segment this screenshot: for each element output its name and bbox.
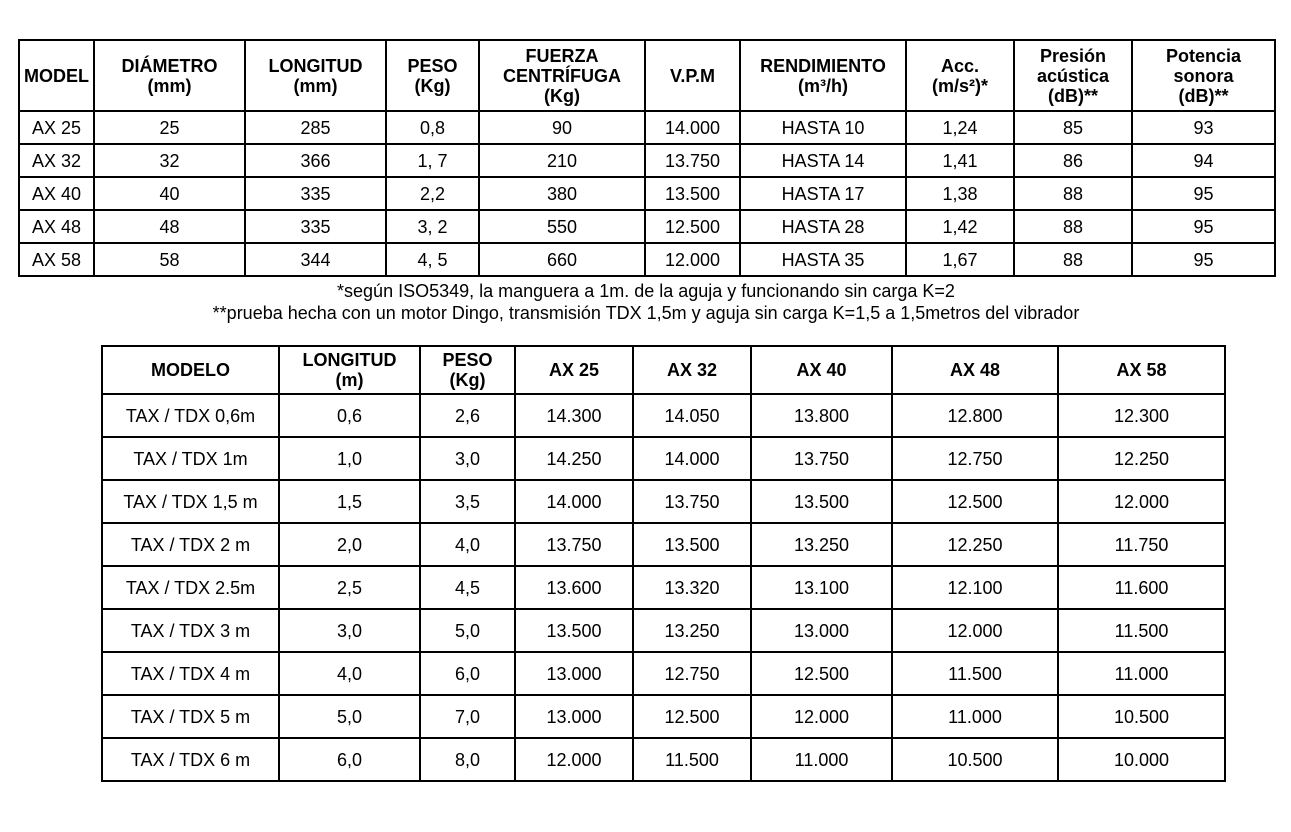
specs-header-3 (386, 40, 479, 111)
transmission-row-cell: 4,0 (279, 652, 420, 695)
transmission-row-cell: 13.500 (515, 609, 633, 652)
specs-row (19, 243, 1275, 276)
transmission-row-cell: 4,5 (420, 566, 515, 609)
transmission-row (102, 437, 1225, 480)
transmission-row (102, 566, 1225, 609)
transmission-header-2 (420, 346, 515, 394)
specs-row-cell: 550 (479, 210, 645, 243)
specs-row-cell: 13.750 (645, 144, 740, 177)
transmission-row-cell: 12.500 (633, 695, 751, 738)
transmission-header-line: (m) (335, 370, 364, 390)
specs-row-cell: AX 40 (19, 177, 94, 210)
transmission-row-cell: TAX / TDX 1,5 m (102, 480, 279, 523)
specs-row-cell: AX 32 (19, 144, 94, 177)
specs-header-line: Potencia (1165, 45, 1242, 66)
specs-row-cell: 88 (1014, 243, 1132, 276)
specs-row-cell: 90 (479, 111, 645, 144)
specs-header-line: (mm) (147, 75, 192, 96)
transmission-header-line: AX 32 (666, 360, 718, 380)
specs-row-cell: 1,42 (906, 210, 1014, 243)
specs-row-cell: 13.500 (645, 177, 740, 210)
specs-row-cell: HASTA 35 (740, 243, 906, 276)
specs-header-line: (m/s²)* (931, 75, 988, 96)
transmission-header-line: LONGITUD (302, 350, 397, 370)
transmission-row-cell: 13.750 (515, 523, 633, 566)
transmission-row-cell: TAX / TDX 4 m (102, 652, 279, 695)
specs-row-cell: 14.000 (645, 111, 740, 144)
transmission-row (102, 652, 1225, 695)
specs-row-cell: 210 (479, 144, 645, 177)
transmission-row-cell: TAX / TDX 2 m (102, 523, 279, 566)
transmission-header-line: AX 40 (796, 360, 847, 380)
specs-header-line: sonora (1173, 65, 1234, 86)
footnote-acceleration: *según ISO5349, la manguera a 1m. de la aguja y funcionando sin carga K=2 (337, 281, 955, 301)
transmission-header-0 (102, 346, 279, 394)
transmission-row-cell: 11.500 (1058, 609, 1225, 652)
specs-row-cell: HASTA 17 (740, 177, 906, 210)
specs-row-cell: AX 58 (19, 243, 94, 276)
transmission-row-cell: 13.000 (751, 609, 892, 652)
specs-row-cell: 95 (1132, 243, 1275, 276)
specs-row-cell: 85 (1014, 111, 1132, 144)
transmission-row-cell: 12.500 (892, 480, 1058, 523)
transmission-row-cell: 3,5 (420, 480, 515, 523)
specs-row-cell: 32 (94, 144, 245, 177)
specs-header-line: Presión (1039, 45, 1107, 66)
specs-row-cell: 1,24 (906, 111, 1014, 144)
specs-header-1 (94, 40, 245, 111)
specs-header-line: RENDIMIENTO (760, 55, 886, 76)
transmission-row-cell: 14.000 (515, 480, 633, 523)
specs-header-line: (Kg) (414, 75, 451, 96)
transmission-row-cell: 12.250 (892, 523, 1058, 566)
transmission-row-cell: 10.500 (1058, 695, 1225, 738)
specs-row-cell: AX 25 (19, 111, 94, 144)
specs-row (19, 144, 1275, 177)
transmission-row-cell: 4,0 (420, 523, 515, 566)
specs-header-line: (dB)** (1178, 85, 1229, 106)
transmission-row-cell: 11.750 (1058, 523, 1225, 566)
specs-row-cell: 4, 5 (386, 243, 479, 276)
specs-header-line: acústica (1036, 65, 1110, 86)
transmission-header-line: AX 25 (548, 360, 600, 380)
specs-header-row (19, 40, 1275, 111)
transmission-row-cell: 1,0 (279, 437, 420, 480)
transmission-row-cell: 5,0 (420, 609, 515, 652)
transmission-row-cell: 3,0 (420, 437, 515, 480)
transmission-row-cell: 13.100 (751, 566, 892, 609)
transmission-row-cell: 12.750 (633, 652, 751, 695)
transmission-row-cell: 12.000 (892, 609, 1058, 652)
transmission-row-cell: 1,5 (279, 480, 420, 523)
transmission-row-cell: 13.000 (515, 695, 633, 738)
specs-header-line: (Kg) (544, 85, 580, 106)
specs-header-7 (906, 40, 1014, 111)
transmission-row-cell: 12.800 (892, 394, 1058, 437)
transmission-row-cell: 7,0 (420, 695, 515, 738)
transmission-row-cell: 6,0 (279, 738, 420, 781)
specs-row-cell: AX 48 (19, 210, 94, 243)
specs-body (19, 111, 1275, 276)
transmission-row (102, 523, 1225, 566)
transmission-row-cell: TAX / TDX 3 m (102, 609, 279, 652)
transmission-row-cell: 6,0 (420, 652, 515, 695)
specs-row-cell: 95 (1132, 177, 1275, 210)
specs-row-cell: 0,8 (386, 111, 479, 144)
transmission-row-cell: 12.300 (1058, 394, 1225, 437)
transmission-header-5 (751, 346, 892, 394)
specs-row-cell: 335 (245, 210, 386, 243)
specs-row-cell: 86 (1014, 144, 1132, 177)
transmission-row-cell: 13.750 (751, 437, 892, 480)
specs-header-4 (479, 40, 645, 111)
transmission-row-cell: 11.000 (1058, 652, 1225, 695)
transmission-row-cell: 13.250 (633, 609, 751, 652)
transmission-header-line: AX 48 (949, 360, 1001, 380)
specs-header-line: FUERZA (525, 45, 599, 66)
specs-row-cell: 366 (245, 144, 386, 177)
specs-header-line: Acc. (940, 55, 980, 76)
transmission-header-7 (1058, 346, 1225, 394)
specs-row-cell: 1,38 (906, 177, 1014, 210)
transmission-row (102, 480, 1225, 523)
specs-row (19, 210, 1275, 243)
specs-row-cell: 285 (245, 111, 386, 144)
specs-row-cell: HASTA 10 (740, 111, 906, 144)
specs-row-cell: 94 (1132, 144, 1275, 177)
specs-row-cell: 12.000 (645, 243, 740, 276)
specs-header-line: V.P.M (669, 65, 716, 86)
specs-header-5 (645, 40, 740, 111)
transmission-header-1 (279, 346, 420, 394)
transmission-header-4 (633, 346, 751, 394)
specs-row-cell: 58 (94, 243, 245, 276)
transmission-row-cell: 11.000 (751, 738, 892, 781)
transmission-row-cell: 12.100 (892, 566, 1058, 609)
specs-row-cell: 1,41 (906, 144, 1014, 177)
footnotes (18, 280, 1274, 324)
specs-row-cell: 93 (1132, 111, 1275, 144)
specs-row-cell: 95 (1132, 210, 1275, 243)
specs-row-cell: 380 (479, 177, 645, 210)
transmission-row-cell: 13.600 (515, 566, 633, 609)
transmission-row-cell: 5,0 (279, 695, 420, 738)
transmission-row-cell: 13.320 (633, 566, 751, 609)
specs-header-line: PESO (407, 55, 458, 76)
specs-row-cell: 40 (94, 177, 245, 210)
transmission-row-cell: TAX / TDX 1m (102, 437, 279, 480)
specs-row-cell: 25 (94, 111, 245, 144)
specs-header-9 (1132, 40, 1275, 111)
specs-header-line: (mm) (293, 75, 338, 96)
transmission-row-cell: 2,6 (420, 394, 515, 437)
transmission-row-cell: 13.800 (751, 394, 892, 437)
specs-row-cell: 344 (245, 243, 386, 276)
transmission-row-cell: 13.500 (751, 480, 892, 523)
transmission-header-3 (515, 346, 633, 394)
transmission-header-line: AX 58 (1116, 360, 1167, 380)
transmission-row-cell: TAX / TDX 5 m (102, 695, 279, 738)
transmission-row-cell: TAX / TDX 6 m (102, 738, 279, 781)
specs-header-line: LONGITUD (268, 55, 363, 76)
specs-row-cell: 660 (479, 243, 645, 276)
transmission-row-cell: 13.000 (515, 652, 633, 695)
specs-header-0 (19, 40, 94, 111)
transmission-header-line: (Kg) (449, 370, 486, 390)
transmission-row-cell: 11.500 (892, 652, 1058, 695)
footnote-sound-test: **prueba hecha con un motor Dingo, transmisión TDX 1,5m y aguja sin carga K=1,5 a 1,5metros del vibrador (212, 303, 1080, 323)
specs-row-cell: 2,2 (386, 177, 479, 210)
transmission-row-cell: 0,6 (279, 394, 420, 437)
transmission-row-cell: 12.000 (515, 738, 633, 781)
specs-row-cell: 1,67 (906, 243, 1014, 276)
transmission-row-cell: 12.500 (751, 652, 892, 695)
specs-row-cell: 48 (94, 210, 245, 243)
specs-header-8 (1014, 40, 1132, 111)
specs-row-cell: 88 (1014, 210, 1132, 243)
specs-header-line: (m³/h) (798, 75, 848, 96)
specs-row (19, 111, 1275, 144)
specs-header-line: (dB)** (1048, 85, 1098, 106)
specs-header-line: DIÁMETRO (121, 55, 218, 76)
transmission-row-cell: 14.050 (633, 394, 751, 437)
transmission-row-cell: 13.250 (751, 523, 892, 566)
specs-row-cell: 335 (245, 177, 386, 210)
specs-header-2 (245, 40, 386, 111)
transmission-vpm-table (101, 345, 1226, 782)
transmission-row-cell: 8,0 (420, 738, 515, 781)
transmission-row-cell: 14.250 (515, 437, 633, 480)
specs-row-cell: 1, 7 (386, 144, 479, 177)
transmission-row (102, 609, 1225, 652)
specs-header-6 (740, 40, 906, 111)
transmission-row-cell: 2,5 (279, 566, 420, 609)
transmission-header-row (102, 346, 1225, 394)
transmission-row-cell: 12.000 (751, 695, 892, 738)
transmission-body (102, 394, 1225, 781)
transmission-header-6 (892, 346, 1058, 394)
transmission-row-cell: 3,0 (279, 609, 420, 652)
transmission-row-cell: 10.500 (892, 738, 1058, 781)
transmission-row-cell: TAX / TDX 2.5m (102, 566, 279, 609)
transmission-row (102, 695, 1225, 738)
transmission-row-cell: 12.000 (1058, 480, 1225, 523)
transmission-row (102, 738, 1225, 781)
transmission-row-cell: 12.750 (892, 437, 1058, 480)
transmission-row-cell: 13.500 (633, 523, 751, 566)
specs-row-cell: 12.500 (645, 210, 740, 243)
transmission-row-cell: 12.250 (1058, 437, 1225, 480)
specs-row-cell: 3, 2 (386, 210, 479, 243)
transmission-row-cell: 11.000 (892, 695, 1058, 738)
transmission-row-cell: 14.000 (633, 437, 751, 480)
transmission-row-cell: 10.000 (1058, 738, 1225, 781)
specs-row-cell: HASTA 28 (740, 210, 906, 243)
specs-header-line: CENTRÍFUGA (503, 65, 621, 86)
specs-row (19, 177, 1275, 210)
vibrator-specs-table (18, 39, 1276, 277)
transmission-row-cell: 11.500 (633, 738, 751, 781)
specs-row-cell: 88 (1014, 177, 1132, 210)
specs-row-cell: HASTA 14 (740, 144, 906, 177)
transmission-row-cell: 2,0 (279, 523, 420, 566)
transmission-row-cell: 14.300 (515, 394, 633, 437)
transmission-header-line: MODELO (151, 360, 230, 380)
transmission-row-cell: 11.600 (1058, 566, 1225, 609)
transmission-header-line: PESO (442, 350, 493, 370)
transmission-row-cell: 13.750 (633, 480, 751, 523)
transmission-row (102, 394, 1225, 437)
specs-header-line: MODEL (24, 65, 89, 86)
transmission-row-cell: TAX / TDX 0,6m (102, 394, 279, 437)
